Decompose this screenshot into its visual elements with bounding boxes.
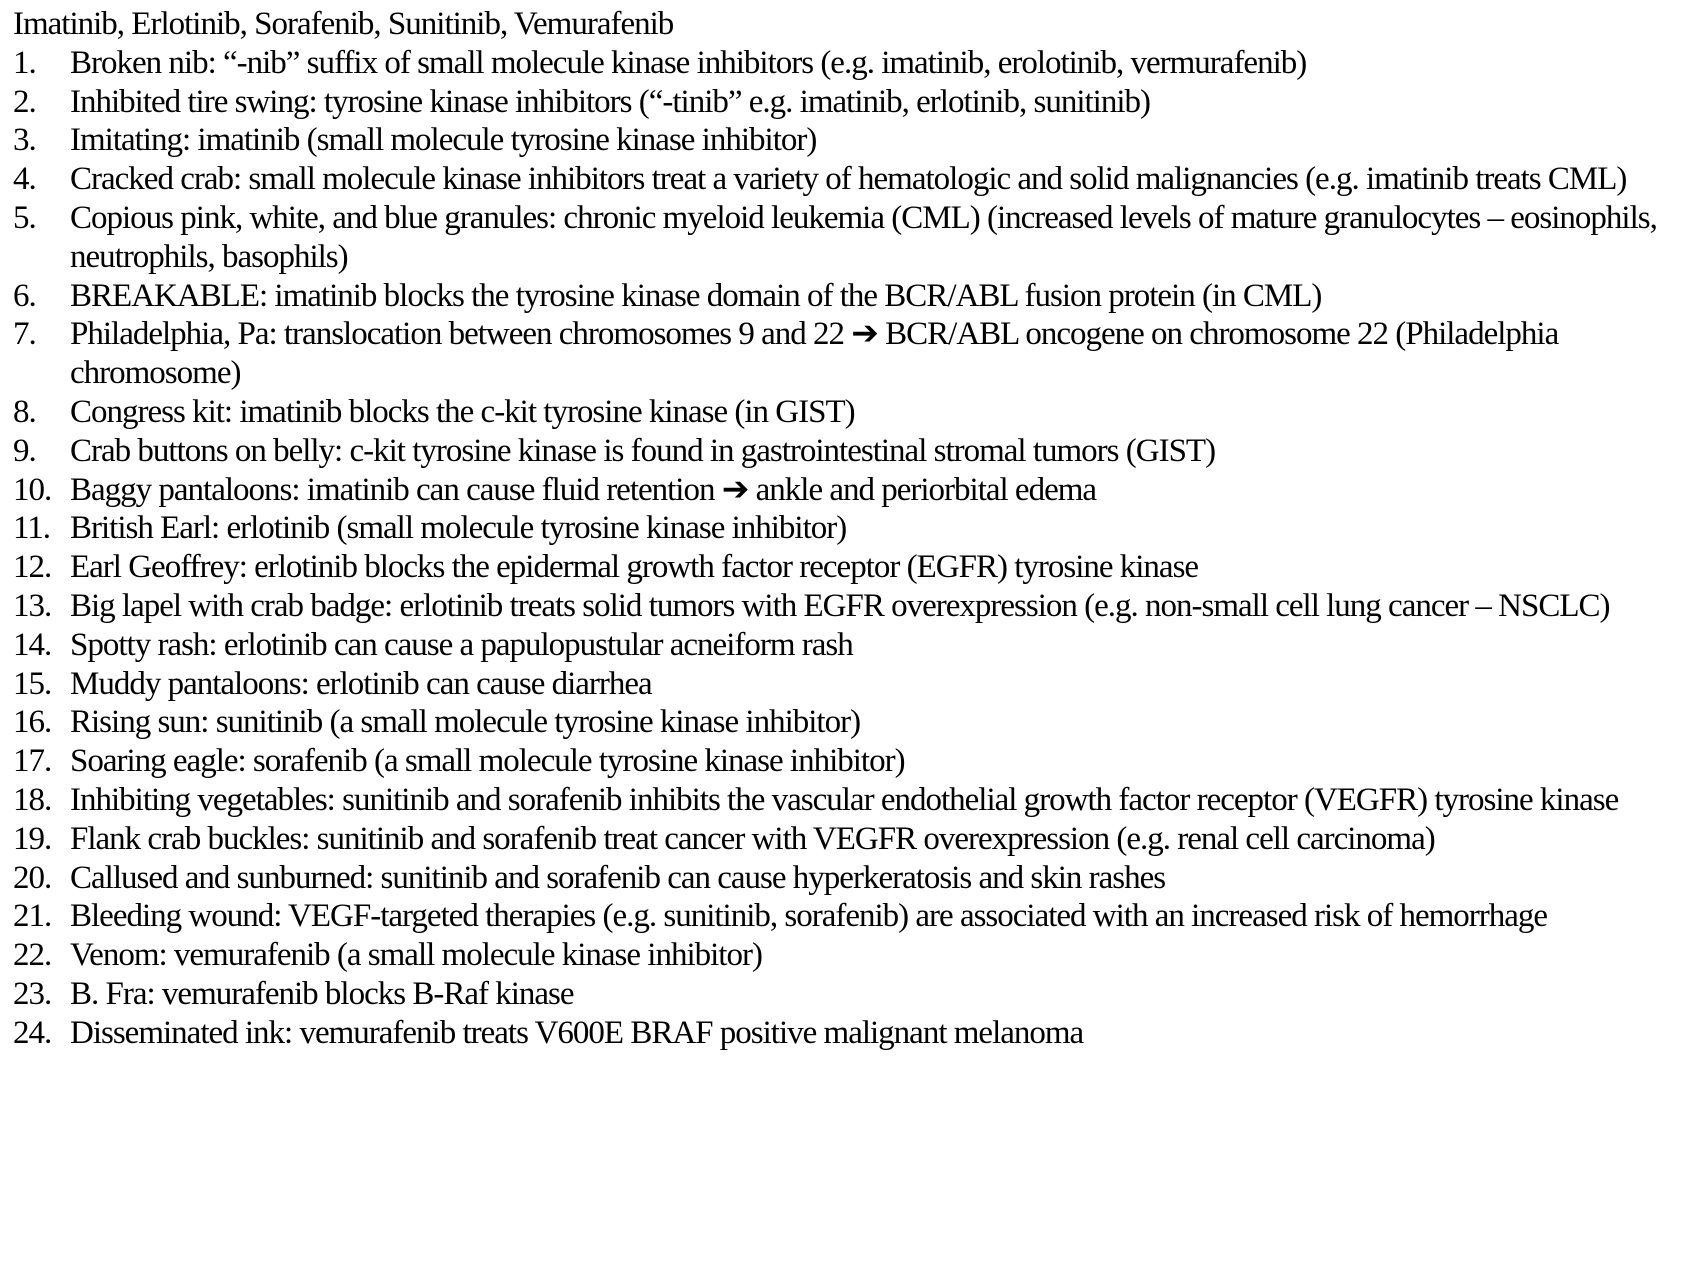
- list-item-number: 7.: [13, 316, 36, 353]
- list-item-text: Philadelphia, Pa: translocation between chromosomes 9 and 22 ➔ BCR/ABL oncogene on chromosome 22 (Philadelphia chromosome): [70, 316, 1559, 392]
- list-item-text: Flank crab buckles: sunitinib and sorafenib treat cancer with VEGFR overexpression (e.g. renal cell carcinoma): [70, 820, 1435, 857]
- list-item-number: 23.: [13, 975, 52, 1012]
- list-item: [13, 1014, 1684, 1053]
- numbered-list: [13, 44, 1684, 1053]
- list-item-number: 9.: [13, 432, 36, 469]
- list-item-number: 2.: [13, 83, 36, 120]
- list-item: [13, 509, 1684, 548]
- list-item: [13, 665, 1684, 704]
- list-item-text: Rising sun: sunitinib (a small molecule tyrosine kinase inhibitor): [70, 704, 861, 741]
- list-item: [13, 160, 1684, 199]
- list-item-text: Soaring eagle: sorafenib (a small molecule tyrosine kinase inhibitor): [70, 743, 905, 780]
- list-item-text: British Earl: erlotinib (small molecule tyrosine kinase inhibitor): [70, 510, 847, 547]
- list-item-text: Callused and sunburned: sunitinib and sorafenib can cause hyperkeratosis and skin rashes: [70, 859, 1166, 896]
- list-item: [13, 471, 1684, 510]
- list-item-number: 8.: [13, 393, 36, 430]
- list-item-text: Bleeding wound: VEGF-targeted therapies (e.g. sunitinib, sorafenib) are associated with an increased risk of hemorrhage: [70, 898, 1548, 935]
- list-item: [13, 199, 1684, 277]
- document-title: Imatinib, Erlotinib, Sorafenib, Sunitinib, Vemurafenib: [13, 6, 674, 42]
- list-item: [13, 897, 1684, 936]
- list-item-number: 5.: [13, 199, 36, 236]
- list-item-text: Copious pink, white, and blue granules: chronic myeloid leukemia (CML) (increased levels of mature granulocytes – eosinophils, neutrophils, basophils): [70, 199, 1657, 275]
- list-item: [13, 975, 1684, 1014]
- list-item: [13, 781, 1684, 820]
- list-item-number: 11.: [13, 510, 51, 547]
- list-item-text: Baggy pantaloons: imatinib can cause fluid retention ➔ ankle and periorbital edema: [70, 471, 1097, 508]
- list-item-text: Inhibiting vegetables: sunitinib and sorafenib inhibits the vascular endothelial growth factor receptor (VEGFR) tyrosine kinase: [70, 781, 1619, 818]
- list-item-text: Spotty rash: erlotinib can cause a papulopustular acneiform rash: [70, 626, 853, 663]
- list-item: [13, 83, 1684, 122]
- list-item-number: 3.: [13, 122, 36, 159]
- list-item-text: Disseminated ink: vemurafenib treats V600E BRAF positive malignant melanoma: [70, 1014, 1084, 1051]
- list-item: [13, 742, 1684, 781]
- list-item-number: 4.: [13, 161, 36, 198]
- list-item-number: 10.: [13, 471, 52, 508]
- list-item-text: Congress kit: imatinib blocks the c-kit tyrosine kinase (in GIST): [70, 393, 855, 430]
- list-item-number: 15.: [13, 665, 52, 702]
- list-item: [13, 315, 1684, 393]
- list-item-number: 24.: [13, 1014, 52, 1051]
- list-item-text: Earl Geoffrey: erlotinib blocks the epidermal growth factor receptor (EGFR) tyrosine kinase: [70, 549, 1199, 586]
- list-item-text: Broken nib: “-nib” suffix of small molecule kinase inhibitors (e.g. imatinib, erolotinib, vermurafenib): [70, 44, 1307, 81]
- list-item-text: Inhibited tire swing: tyrosine kinase inhibitors (“-tinib” e.g. imatinib, erlotinib, sunitinib): [70, 83, 1150, 120]
- list-item-text: Cracked crab: small molecule kinase inhibitors treat a variety of hematologic and solid malignancies (e.g. imatinib treats CML): [70, 161, 1627, 198]
- list-item-number: 12.: [13, 549, 52, 586]
- list-item: [13, 703, 1684, 742]
- list-item-text: Venom: vemurafenib (a small molecule kinase inhibitor): [70, 937, 762, 974]
- list-item-text: Imitating: imatinib (small molecule tyrosine kinase inhibitor): [70, 122, 817, 159]
- list-item-number: 18.: [13, 781, 52, 818]
- list-item-number: 20.: [13, 859, 52, 896]
- list-item: [13, 44, 1684, 83]
- list-item: [13, 936, 1684, 975]
- list-item-number: 14.: [13, 626, 52, 663]
- list-item-text: Muddy pantaloons: erlotinib can cause diarrhea: [70, 665, 652, 702]
- list-item-number: 22.: [13, 937, 52, 974]
- list-item-number: 13.: [13, 587, 52, 624]
- list-item-number: 1.: [13, 44, 36, 81]
- list-item-number: 6.: [13, 277, 36, 314]
- list-item: [13, 587, 1684, 626]
- list-item: [13, 277, 1684, 316]
- list-item-text: B. Fra: vemurafenib blocks B-Raf kinase: [70, 975, 574, 1012]
- list-item: [13, 859, 1684, 898]
- list-item-text: BREAKABLE: imatinib blocks the tyrosine kinase domain of the BCR/ABL fusion protein (in CML): [70, 277, 1322, 314]
- list-item: [13, 432, 1684, 471]
- list-item-number: 16.: [13, 704, 52, 741]
- list-item-number: 21.: [13, 898, 52, 935]
- list-item-text: Crab buttons on belly: c-kit tyrosine kinase is found in gastrointestinal stromal tumors (GIST): [70, 432, 1216, 469]
- list-item-number: 19.: [13, 820, 52, 857]
- list-item-text: Big lapel with crab badge: erlotinib treats solid tumors with EGFR overexpression (e.g. non-small cell lung cancer – NSCLC): [70, 587, 1610, 624]
- list-item: [13, 121, 1684, 160]
- list-item: [13, 626, 1684, 665]
- list-item: [13, 548, 1684, 587]
- list-item: [13, 393, 1684, 432]
- list-item: [13, 820, 1684, 859]
- list-item-number: 17.: [13, 743, 52, 780]
